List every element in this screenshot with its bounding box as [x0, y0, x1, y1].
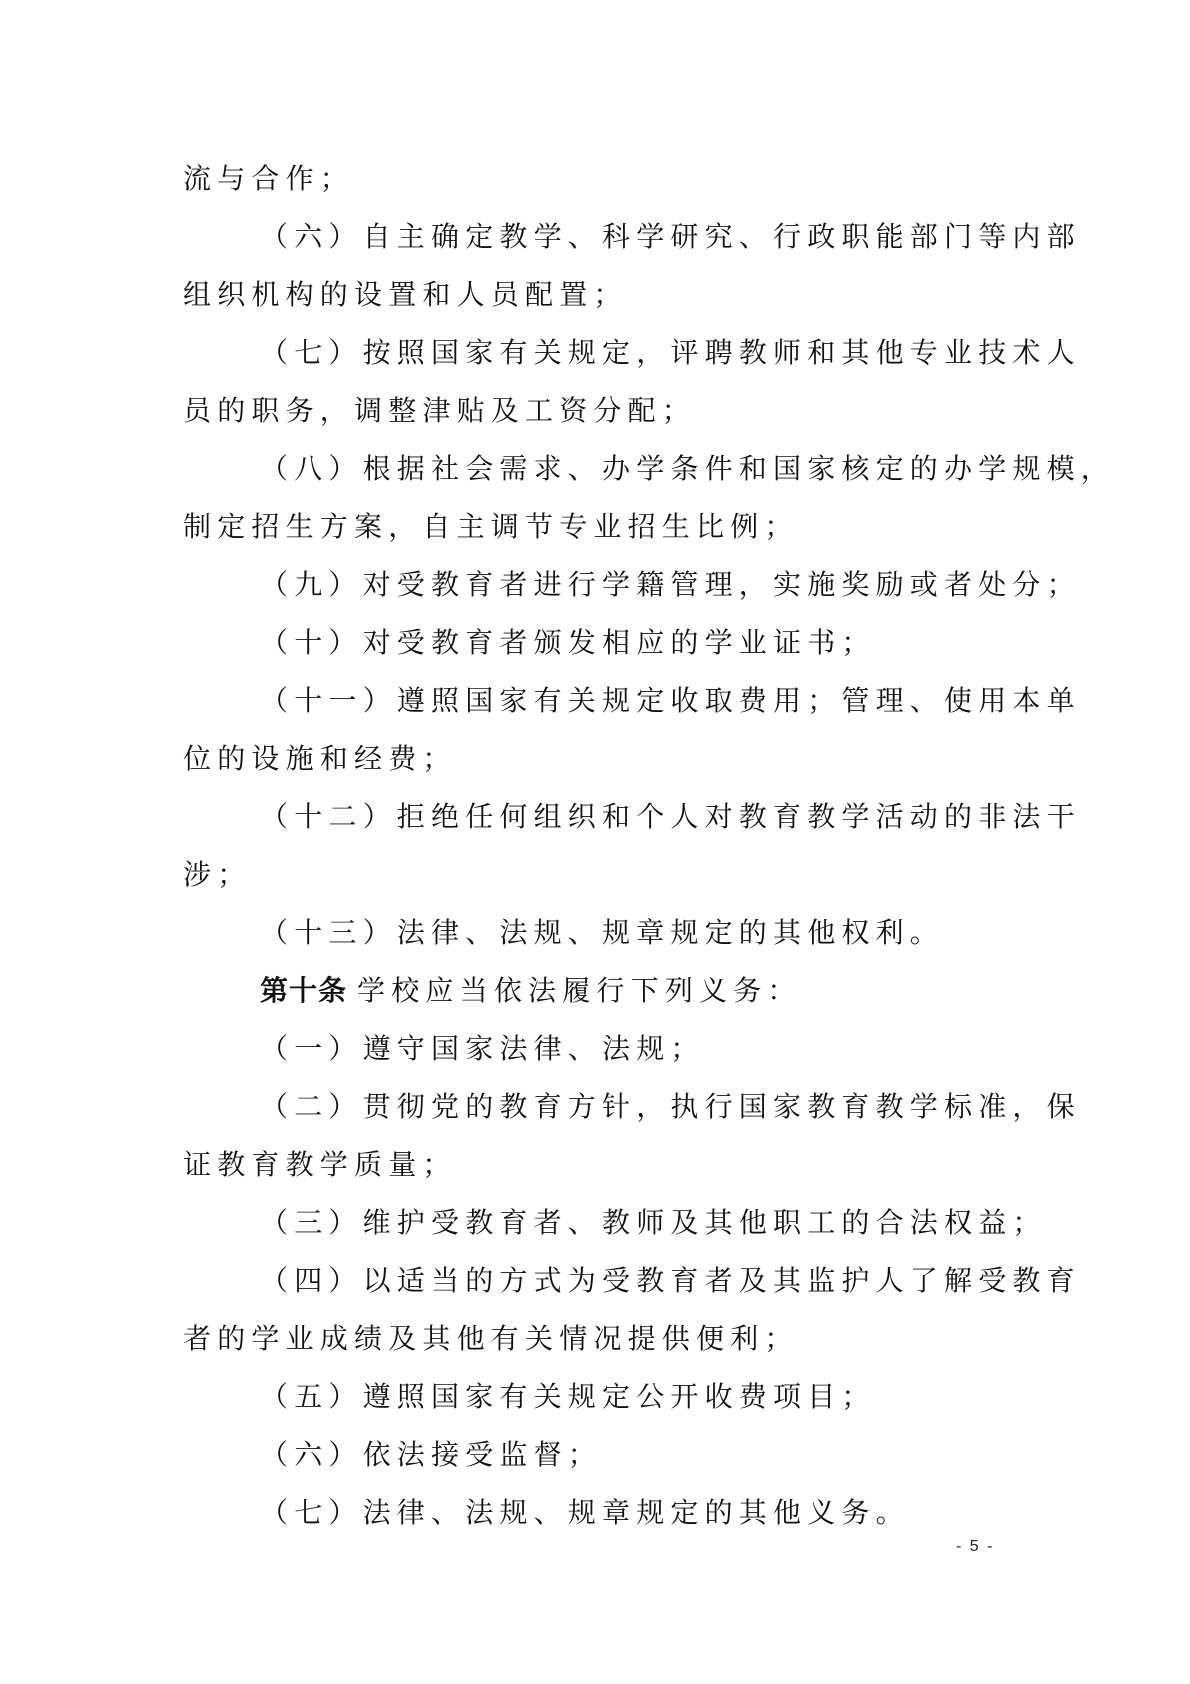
paragraph-line: 组织机构的设置和人员配置； [183, 278, 628, 311]
article-10-text: 学校应当依法履行下列义务： [357, 974, 802, 1007]
obligation-line: （六）依法接受监督； [260, 1438, 603, 1471]
page-number: - 5 - [956, 1538, 995, 1555]
paragraph-line: 涉； [183, 858, 252, 891]
paragraph-line: 位的设施和经费； [183, 742, 457, 775]
obligation-line: （七）法律、法规、规章规定的其他义务。 [260, 1496, 910, 1529]
paragraph-line: （十三）法律、法规、规章规定的其他权利。 [260, 916, 945, 949]
document-body [183, 150, 1116, 1542]
article-10-title: 第十条 [260, 974, 348, 1007]
paragraph-line: （十）对受教育者颁发相应的学业证书； [260, 626, 876, 659]
paragraph-line: 员的职务，调整津贴及工资分配； [183, 394, 697, 427]
paragraph-line: （六）自主确定教学、科学研究、行政职能部门等内部 [260, 220, 1081, 253]
obligation-line: 证教育教学质量； [183, 1148, 457, 1181]
obligation-line: （二）贯彻党的教育方针，执行国家教育教学标准，保 [260, 1090, 1081, 1123]
obligation-line: 者的学业成绩及其他有关情况提供便利； [183, 1322, 799, 1355]
paragraph-line: 制定招生方案，自主调节专业招生比例； [183, 510, 799, 543]
obligation-line: （四）以适当的方式为受教育者及其监护人了解受教育 [260, 1264, 1081, 1297]
obligation-line: （三）维护受教育者、教师及其他职工的合法权益； [260, 1206, 1047, 1239]
paragraph-line: （九）对受教育者进行学籍管理，实施奖励或者处分； [260, 568, 1081, 601]
paragraph-line: （十一）遵照国家有关规定收取费用；管理、使用本单 [260, 684, 1081, 717]
obligation-line: （一）遵守国家法律、法规； [260, 1032, 705, 1065]
paragraph-line: （七）按照国家有关规定，评聘教师和其他专业技术人 [260, 336, 1081, 369]
obligation-line: （五）遵照国家有关规定公开收费项目； [260, 1380, 876, 1413]
paragraph-line: （八）根据社会需求、办学条件和国家核定的办学规模， [260, 452, 1116, 485]
paragraph-line: （十二）拒绝任何组织和个人对教育教学活动的非法干 [260, 800, 1081, 833]
paragraph-line: 流与合作； [183, 162, 355, 195]
article-10-line [183, 962, 1013, 1020]
